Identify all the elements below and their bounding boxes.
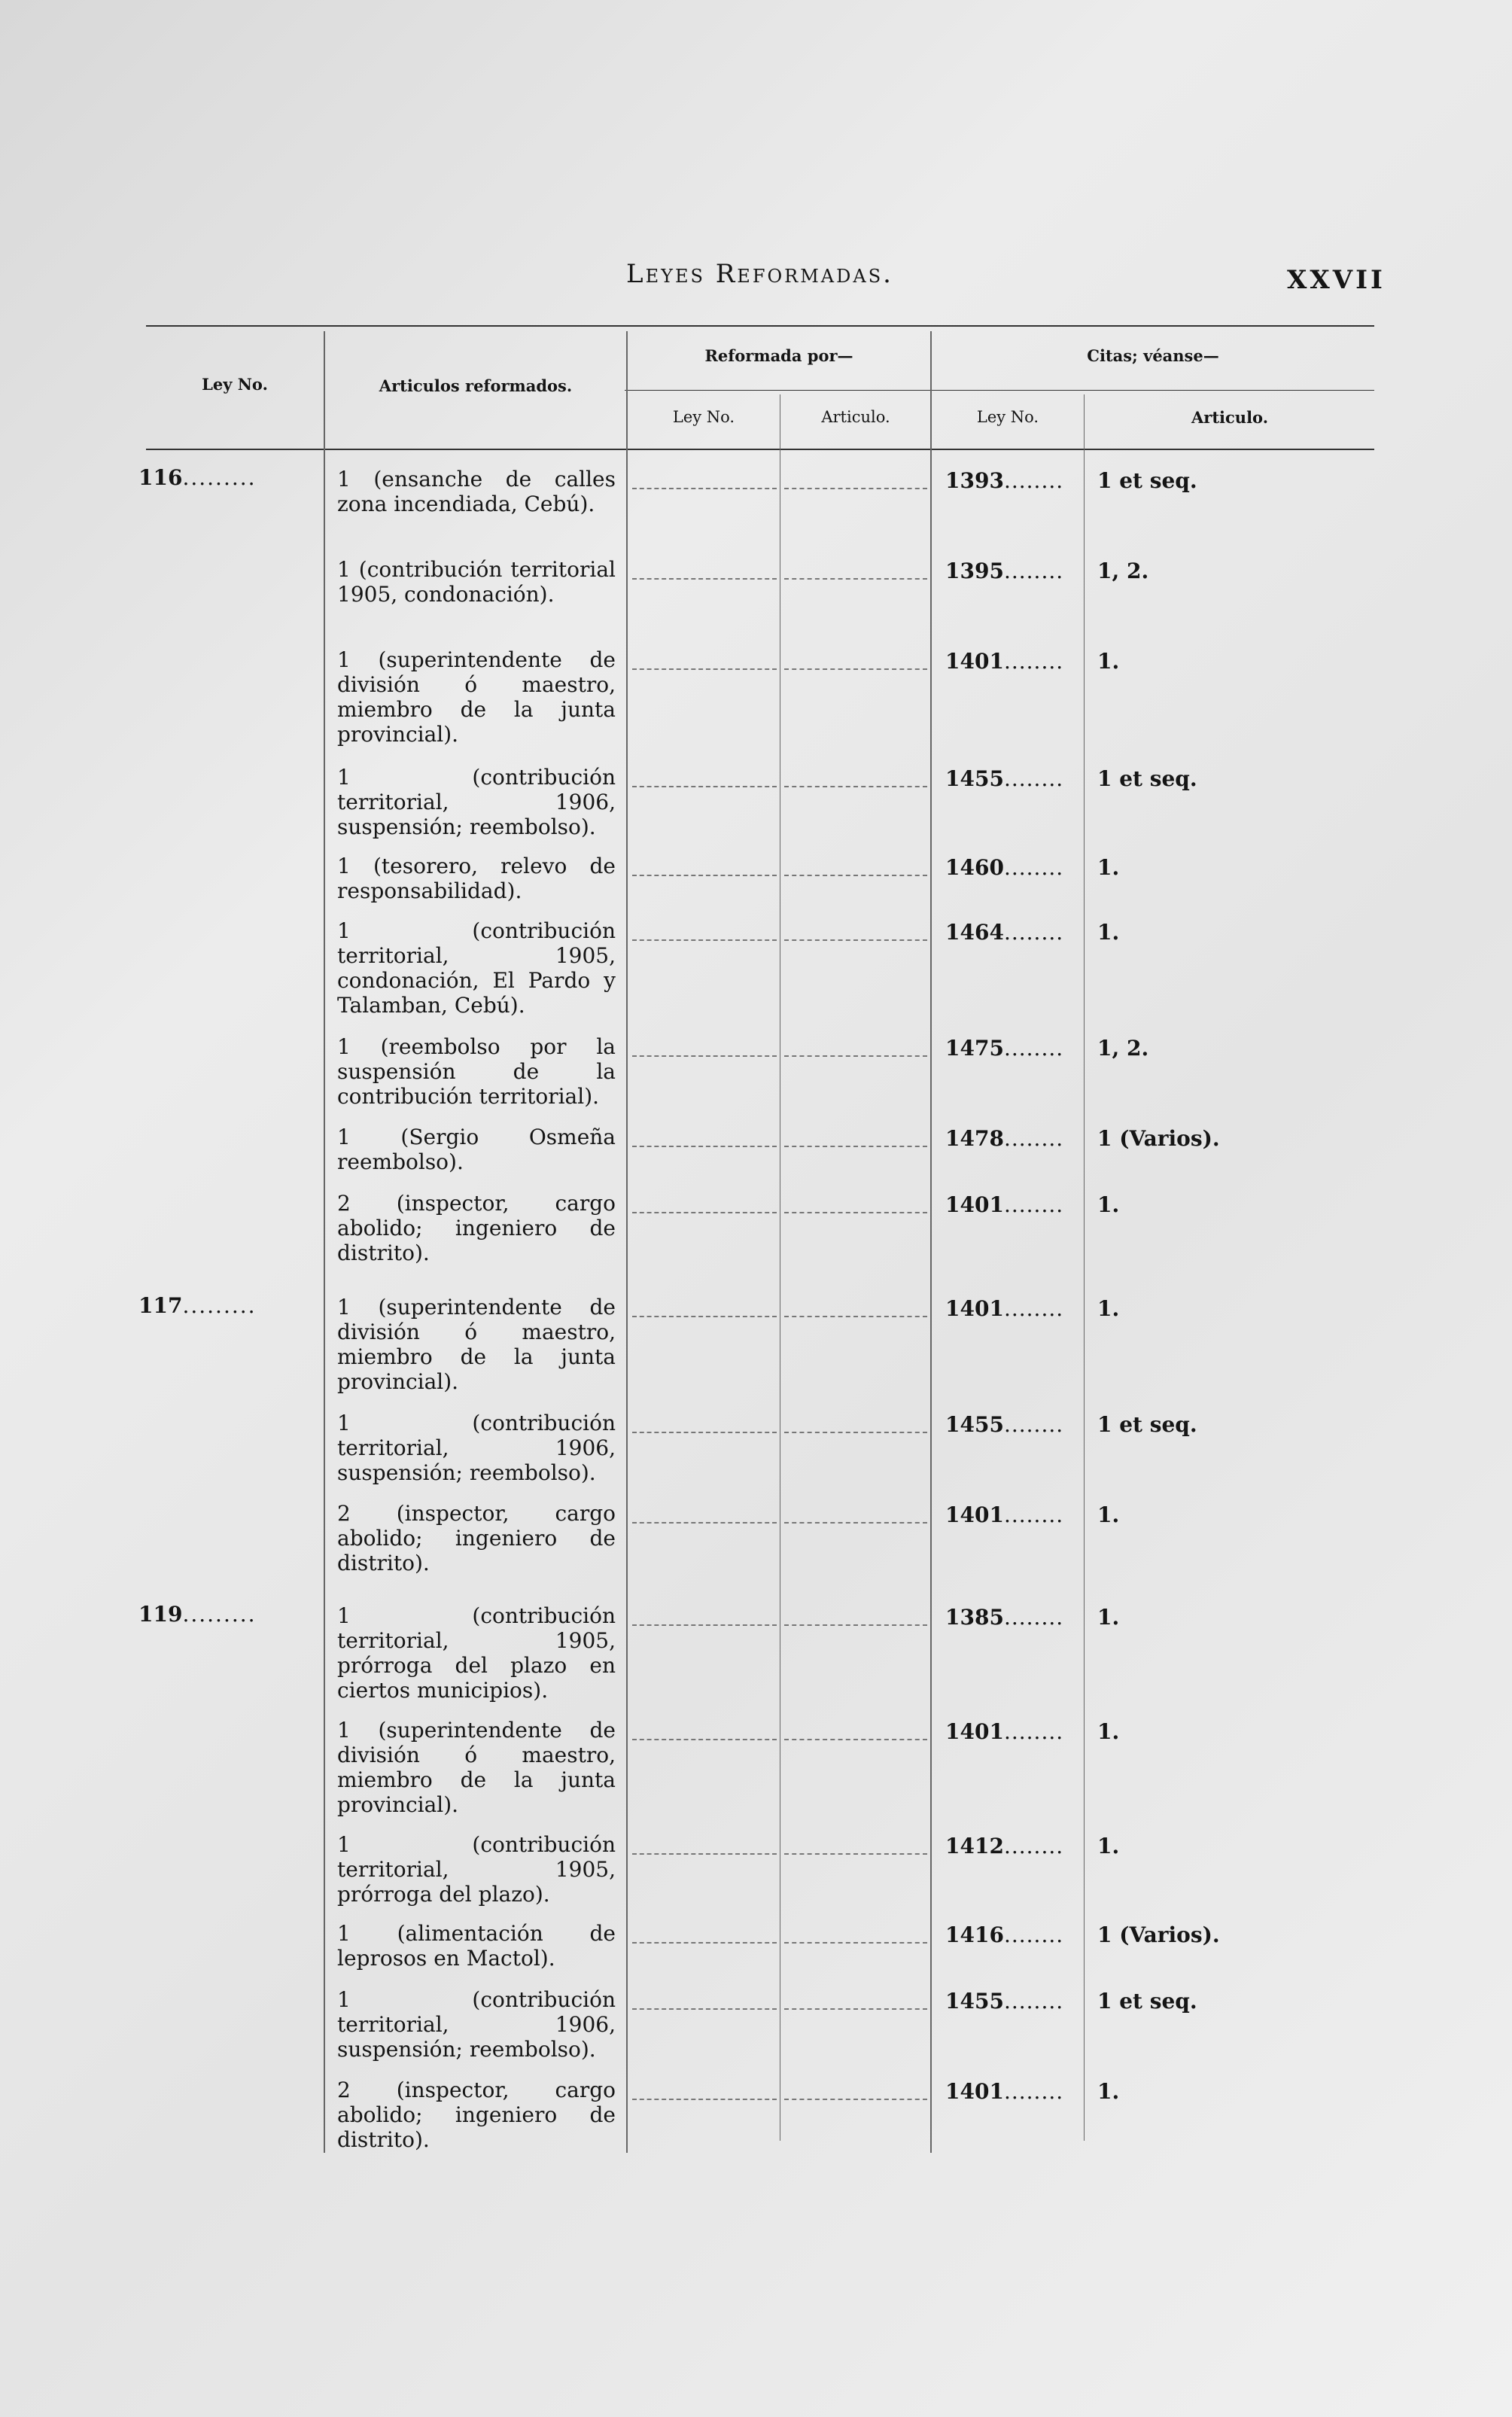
cita-articulo: 1 et seq. bbox=[1097, 1989, 1197, 2014]
col-divider-2 bbox=[626, 331, 628, 2153]
cita-ley-no: 1412........ bbox=[945, 1834, 1064, 1858]
articulo-reformado: 1 (contribución territorial 1905, condonación). bbox=[337, 557, 616, 607]
cita-ley-no: 1385........ bbox=[945, 1605, 1064, 1630]
cita-ley-no: 1401........ bbox=[945, 1296, 1064, 1321]
cita-ley-no: 1401........ bbox=[945, 2079, 1064, 2104]
articulo-reformado: 1 (contribución territorial, 1905, prórroga del plazo). bbox=[337, 1832, 616, 1907]
header-reformada-articulo: Articulo. bbox=[821, 408, 890, 426]
col-divider-1 bbox=[324, 331, 325, 2153]
page-number: XXVII bbox=[1287, 265, 1386, 295]
header-reformada-ley-no: Ley No. bbox=[672, 408, 735, 426]
header-citas-ley-no: Ley No. bbox=[976, 408, 1039, 426]
header-ley-no: Ley No. bbox=[202, 375, 268, 394]
articulo-reformado: 1 (reembolso por la suspensión de la contribución territorial). bbox=[337, 1034, 616, 1109]
group-ley-116: 116......... bbox=[138, 465, 257, 490]
cita-ley-no: 1478........ bbox=[945, 1126, 1064, 1151]
header-articulos-reformados: Articulos reformados. bbox=[379, 376, 573, 395]
cita-articulo: 1 (Varios). bbox=[1097, 1922, 1220, 1947]
cita-ley-no: 1401........ bbox=[945, 1502, 1064, 1527]
cita-ley-no: 1401........ bbox=[945, 1192, 1064, 1217]
cita-ley-no: 1401........ bbox=[945, 649, 1064, 674]
header-mid-rule bbox=[625, 390, 1374, 391]
header-citas: Citas; véanse— bbox=[1087, 346, 1219, 365]
cita-articulo: 1. bbox=[1097, 1502, 1120, 1527]
cita-articulo: 1. bbox=[1097, 855, 1120, 880]
articulo-reformado: 1 (ensanche de calles zona incendiada, Cebú). bbox=[337, 467, 616, 516]
page-title: Leyes Reformadas. bbox=[626, 259, 893, 289]
articulo-reformado: 1 (superintendente de división ó maestro, miembro de la junta provincial). bbox=[337, 1295, 616, 1394]
cita-ley-no: 1416........ bbox=[945, 1922, 1064, 1947]
articulo-reformado: 1 (contribución territorial, 1905, prórroga del plazo en ciertos municipios). bbox=[337, 1603, 616, 1703]
articulo-reformado: 1 (superintendente de división ó maestro, miembro de la junta provincial). bbox=[337, 1718, 616, 1817]
cita-ley-no: 1393........ bbox=[945, 468, 1064, 493]
articulo-reformado: 1 (Sergio Osmeña reembolso). bbox=[337, 1125, 616, 1174]
articulo-reformado: 1 (tesorero, relevo de responsabilidad). bbox=[337, 854, 616, 903]
cita-articulo: 1, 2. bbox=[1097, 559, 1149, 583]
cita-articulo: 1. bbox=[1097, 1296, 1120, 1321]
articulo-reformado: 1 (superintendente de división ó maestro, miembro de la junta provincial). bbox=[337, 647, 616, 747]
articulo-reformado: 1 (contribución territorial, 1906, suspensión; reembolso). bbox=[337, 1987, 616, 2062]
articulo-reformado: 1 (contribución territorial, 1905, condonación, El Pardo y Talamban, Cebú). bbox=[337, 918, 616, 1018]
cita-articulo: 1 et seq. bbox=[1097, 766, 1197, 791]
col-divider-5 bbox=[1084, 394, 1085, 2141]
articulo-reformado: 2 (inspector, cargo abolido; ingeniero de distrito). bbox=[337, 1501, 616, 1575]
cita-articulo: 1 (Varios). bbox=[1097, 1126, 1220, 1151]
col-divider-4 bbox=[930, 331, 932, 2153]
cita-ley-no: 1395........ bbox=[945, 559, 1064, 583]
cita-articulo: 1. bbox=[1097, 2079, 1120, 2104]
cita-articulo: 1. bbox=[1097, 920, 1120, 945]
articulo-reformado: 1 (contribución territorial, 1906, suspensión; reembolso). bbox=[337, 1411, 616, 1485]
cita-articulo: 1. bbox=[1097, 1192, 1120, 1217]
cita-articulo: 1, 2. bbox=[1097, 1036, 1149, 1061]
group-ley-117: 117......... bbox=[138, 1293, 257, 1318]
cita-ley-no: 1464........ bbox=[945, 920, 1064, 945]
cita-articulo: 1. bbox=[1097, 1719, 1120, 1744]
cita-articulo: 1. bbox=[1097, 1834, 1120, 1858]
cita-articulo: 1 et seq. bbox=[1097, 468, 1197, 493]
cita-ley-no: 1475........ bbox=[945, 1036, 1064, 1061]
header-citas-articulo: Articulo. bbox=[1191, 408, 1269, 427]
cita-ley-no: 1455........ bbox=[945, 1989, 1064, 2014]
cita-ley-no: 1460........ bbox=[945, 855, 1064, 880]
cita-articulo: 1. bbox=[1097, 649, 1120, 674]
articulo-reformado: 2 (inspector, cargo abolido; ingeniero de distrito). bbox=[337, 2078, 616, 2152]
articulo-reformado: 1 (contribución territorial, 1906, suspensión; reembolso). bbox=[337, 765, 616, 839]
header-reformada-por: Reformada por— bbox=[704, 346, 853, 365]
cita-ley-no: 1455........ bbox=[945, 1412, 1064, 1437]
cita-articulo: 1. bbox=[1097, 1605, 1120, 1630]
header-bottom-rule bbox=[146, 449, 1374, 450]
group-ley-119: 119......... bbox=[138, 1602, 257, 1627]
cita-ley-no: 1455........ bbox=[945, 766, 1064, 791]
articulo-reformado: 2 (inspector, cargo abolido; ingeniero de distrito). bbox=[337, 1191, 616, 1265]
articulo-reformado: 1 (alimentación de leprosos en Mactol). bbox=[337, 1921, 616, 1971]
cita-articulo: 1 et seq. bbox=[1097, 1412, 1197, 1437]
header-top-rule bbox=[146, 325, 1374, 327]
page-header bbox=[0, 248, 1512, 309]
cita-ley-no: 1401........ bbox=[945, 1719, 1064, 1744]
